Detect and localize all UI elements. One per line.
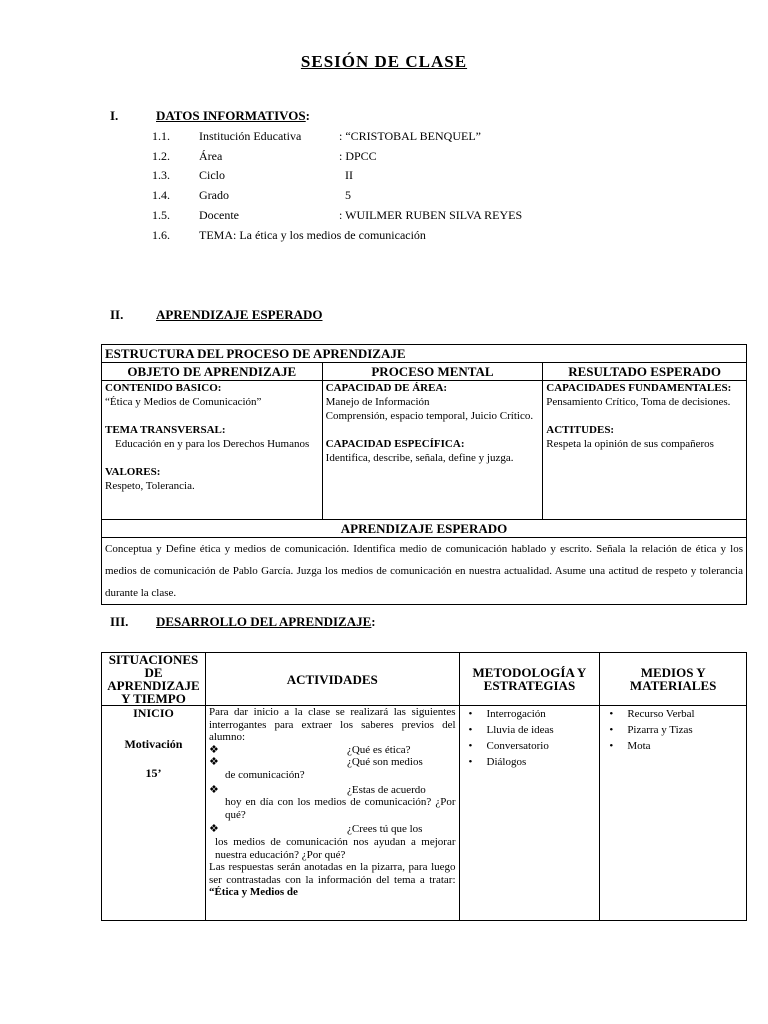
info-value: 5 <box>339 188 351 202</box>
info-key: TEMA: La ética y los medios de comunicación <box>199 228 426 242</box>
list-item: • Recurso Verbal <box>603 706 743 722</box>
list-item: • Interrogación <box>463 706 597 722</box>
esperado-text: Conceptua y Define ética y medios de comunicación. Identifica medio de comunicación hablado y escrito. Señala la relación de ética y los medios de comunicación de Pablo García. Juzga los medios de comunicación en nuestra actualidad. Asume una actitud de respeto y tolerancia durante la clase. <box>102 538 747 605</box>
cap-area-text-2: Comprensión, espacio temporal, Juicio Crítico. <box>325 410 534 422</box>
info-key: Área <box>199 149 223 163</box>
proceso-cell <box>322 381 543 520</box>
actividades-cell <box>205 706 459 921</box>
section-2-heading <box>110 307 410 323</box>
info-number: 1.3. <box>152 168 170 182</box>
valores-label: VALORES: <box>105 466 161 478</box>
info-value: II <box>339 168 353 182</box>
info-value: : “CRISTOBAL BENQUEL” <box>339 129 481 143</box>
info-number: 1.5. <box>152 208 170 222</box>
list-item: • Diálogos <box>463 754 597 770</box>
cap-fund-text: Pensamiento Crítico, Toma de decisiones. <box>546 396 731 408</box>
question-item: ❖ ¿Qué es ética? <box>208 743 411 756</box>
column-header: RESULTADO ESPERADO <box>543 363 747 381</box>
list-item: • Mota <box>603 738 743 754</box>
development-table <box>101 652 747 921</box>
resultado-cell <box>543 381 747 520</box>
column-header: MEDIOS Y MATERIALES <box>600 653 747 706</box>
cap-esp-text: Identifica, describe, señala, define y juzga. <box>325 452 514 464</box>
column-header: OBJETO DE APRENDIZAJE <box>102 363 323 381</box>
section-number: I. <box>110 108 119 123</box>
situacion-cell <box>102 706 206 921</box>
column-header: PROCESO MENTAL <box>322 363 543 381</box>
column-header: METODOLOGÍA Y ESTRATEGIAS <box>459 653 600 706</box>
info-key: Institución Educativa <box>199 129 302 143</box>
section-label: APRENDIZAJE ESPERADO <box>156 307 323 322</box>
objeto-cell <box>102 381 323 520</box>
actitudes-label: ACTITUDES: <box>546 424 615 436</box>
list-item: • Pizarra y Tizas <box>603 722 743 738</box>
cap-fund-label: CAPACIDADES FUNDAMENTALES: <box>546 382 732 394</box>
tema-text: Educación en y para los Derechos Humanos <box>115 438 310 450</box>
info-key: Grado <box>199 188 229 202</box>
time-label: 15’ <box>145 766 162 780</box>
info-value: : WUILMER RUBEN SILVA REYES <box>339 208 523 222</box>
page-title: SESIÓN DE CLASE <box>300 52 468 71</box>
question-item: ❖ ¿Estas de acuerdo <box>208 783 426 796</box>
inicio-label: INICIO <box>133 706 174 720</box>
closing-text: Las respuestas serán anotadas en la pizarra, para luego ser contrastadas con la información del tema a tratar: “Ética y Medios de <box>208 861 456 899</box>
column-header: SITUACIONES DE APRENDIZAJE Y TIEMPO <box>102 653 206 706</box>
tema-label: TEMA TRANSVERSAL: <box>105 424 226 436</box>
intro-text: Para dar inicio a la clase se realizará las siguientes interrogantes para extraer los saberes previos del alumno: <box>208 706 456 744</box>
question-continuation: los medios de comunicación nos ayudan a mejorar nuestra educación? ¿Por qué? <box>214 835 456 861</box>
diamond-bullet-icon: ❖ <box>208 783 219 796</box>
diamond-bullet-icon: ❖ <box>208 743 219 756</box>
column-header: ACTIVIDADES <box>205 653 459 706</box>
section-1-heading <box>110 108 410 124</box>
section-label: DATOS INFORMATIVOS: <box>156 108 310 123</box>
contenido-text: “Ética y Medios de Comunicación” <box>105 396 262 408</box>
section-number: II. <box>110 307 124 322</box>
motivacion-label: Motivación <box>124 737 183 751</box>
esperado-header: APRENDIZAJE ESPERADO <box>102 520 747 538</box>
question-item: ❖ ¿Crees tú que los <box>208 823 423 836</box>
diamond-bullet-icon: ❖ <box>208 823 219 836</box>
info-key: Docente <box>199 208 239 222</box>
info-number: 1.1. <box>152 129 170 143</box>
info-value: : DPCC <box>339 149 377 163</box>
contenido-label: CONTENIDO BASICO: <box>105 382 222 394</box>
learning-structure-table <box>101 344 747 605</box>
list-item: • Conversatorio <box>463 738 597 754</box>
diamond-bullet-icon: ❖ <box>208 756 219 769</box>
cap-area-text-1: Manejo de Información <box>325 396 430 408</box>
info-number: 1.2. <box>152 149 170 163</box>
question-continuation: de comunicación? <box>224 768 305 781</box>
cap-area-label: CAPACIDAD DE ÁREA: <box>325 382 448 394</box>
info-number: 1.6. <box>152 228 170 242</box>
table-header: ESTRUCTURA DEL PROCESO DE APRENDIZAJE <box>102 345 747 363</box>
section-number: III. <box>110 614 129 629</box>
info-key: Ciclo <box>199 168 225 182</box>
medios-cell <box>600 706 747 921</box>
valores-text: Respeto, Tolerancia. <box>105 480 195 492</box>
section-label: DESARROLLO DEL APRENDIZAJE: <box>156 614 376 629</box>
actitudes-text: Respeta la opinión de sus compañeros <box>546 438 714 450</box>
list-item: • Lluvia de ideas <box>463 722 597 738</box>
cap-esp-label: CAPACIDAD ESPECÍFICA: <box>325 438 465 450</box>
info-number: 1.4. <box>152 188 170 202</box>
question-item: ❖ ¿Qué son medios <box>208 756 423 769</box>
section-3-heading <box>110 614 430 630</box>
metodologia-cell <box>459 706 600 921</box>
question-continuation: hoy en día con los medios de comunicación? ¿Por qué? <box>224 796 456 821</box>
